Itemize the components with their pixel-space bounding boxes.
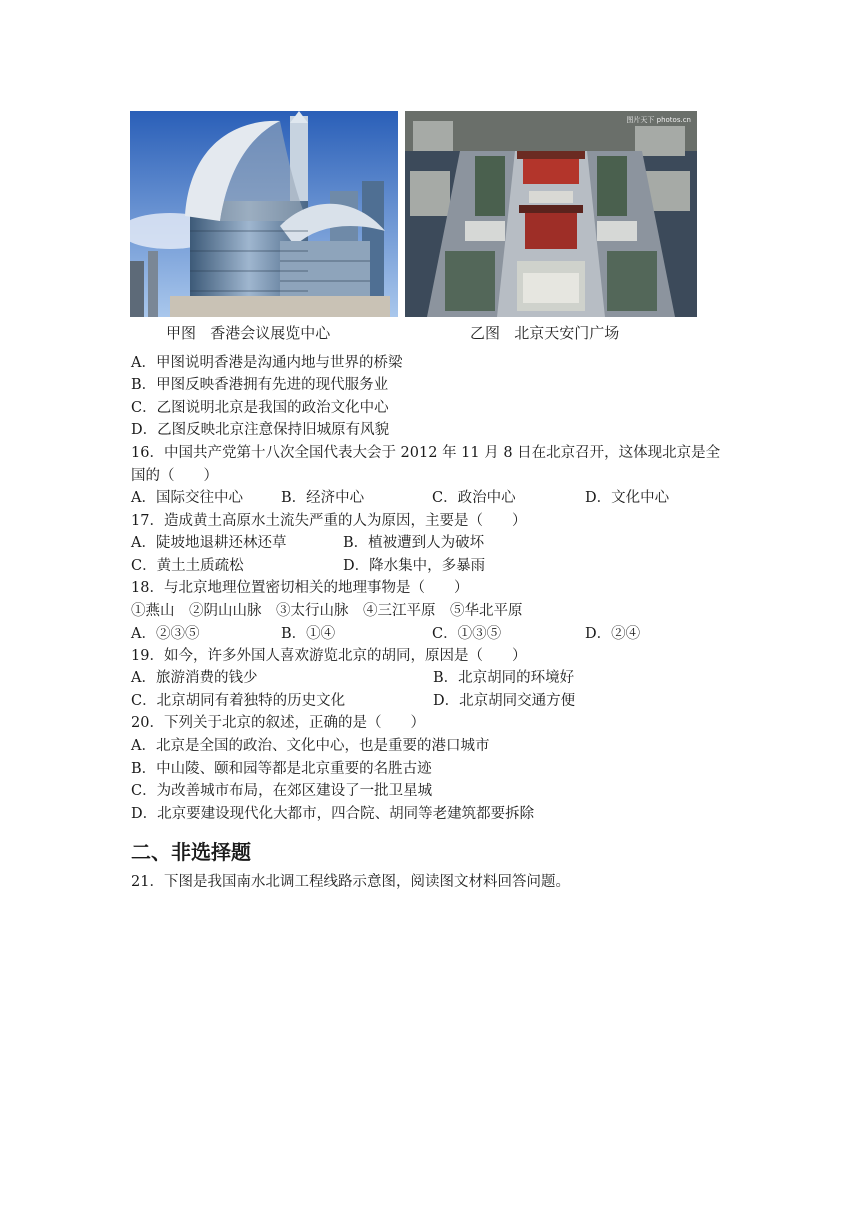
q19-option-d: D．北京胡同交通方便 (433, 693, 576, 709)
q19-option-a: A．旅游消费的钱少 (131, 670, 258, 686)
right-photo-caption: 乙图 北京天安门广场 (470, 324, 620, 342)
q19-stem: 19．如今，许多外国人喜欢游览北京的胡同，原因是（ ） (131, 648, 527, 664)
q17-option-d: D．降水集中，多暴雨 (343, 558, 486, 574)
q16-option-d: D．文化中心 (585, 490, 670, 506)
q19-option-c: C．北京胡同有着独特的历史文化 (131, 693, 346, 709)
q20-option-a: A．北京是全国的政治、文化中心，也是重要的港口城市 (131, 738, 490, 754)
q18-items: ①燕山 ②阴山山脉 ③太行山脉 ④三江平原 ⑤华北平原 (131, 603, 523, 619)
q16-stem-line1: 16．中国共产党第十八次全国代表大会于 2012 年 11 月 8 日在北京召开，这体现北京是全 (131, 445, 721, 461)
q16-option-b: B．经济中心 (281, 490, 365, 506)
q18-stem: 18．与北京地理位置密切相关的地理事物是（ ） (131, 580, 469, 596)
q18-option-d: D．②④ (585, 626, 641, 642)
q16-option-a: A．国际交往中心 (131, 490, 243, 506)
photo-watermark: 图片天下 photos.cn (626, 116, 691, 124)
q20-stem: 20．下列关于北京的叙述，正确的是（ ） (131, 715, 425, 731)
q16-option-c: C．政治中心 (432, 490, 516, 506)
q20-option-b: B．中山陵、颐和园等都是北京重要的名胜古迹 (131, 761, 432, 777)
section-heading: 二、非选择题 (131, 840, 251, 864)
q17-option-a: A．陡坡地退耕还林还草 (131, 535, 287, 551)
q20-option-c: C．为改善城市布局，在郊区建设了一批卫星城 (131, 783, 433, 799)
q18-option-c: C．①③⑤ (432, 626, 502, 642)
q19-option-b: B．北京胡同的环境好 (433, 670, 575, 686)
q20-option-d: D．北京要建设现代化大都市，四合院、胡同等老建筑都要拆除 (131, 806, 535, 822)
left-photo-caption: 甲图 香港会议展览中心 (166, 324, 331, 342)
q21-stem: 21．下图是我国南水北调工程线路示意图，阅读图文材料回答问题。 (131, 874, 570, 890)
q15-option-b: B．甲图反映香港拥有先进的现代服务业 (131, 377, 389, 393)
q18-option-b: B．①④ (281, 626, 336, 642)
q15-option-c: C．乙图说明北京是我国的政治文化中心 (131, 400, 389, 416)
tiananmen-square-photo (405, 111, 697, 317)
q15-option-a: A．甲图说明香港是沟通内地与世界的桥梁 (131, 355, 403, 371)
q17-stem: 17．造成黄土高原水土流失严重的人为原因，主要是（ ） (131, 513, 527, 529)
q17-option-b: B．植被遭到人为破坏 (343, 535, 485, 551)
q15-option-d: D．乙图反映北京注意保持旧城原有风貌 (131, 422, 390, 438)
q17-option-c: C．黄土土质疏松 (131, 558, 244, 574)
q16-stem-line2: 国的（ ） (131, 468, 218, 484)
hk-convention-centre-photo (130, 111, 398, 317)
q18-option-a: A．②③⑤ (131, 626, 200, 642)
